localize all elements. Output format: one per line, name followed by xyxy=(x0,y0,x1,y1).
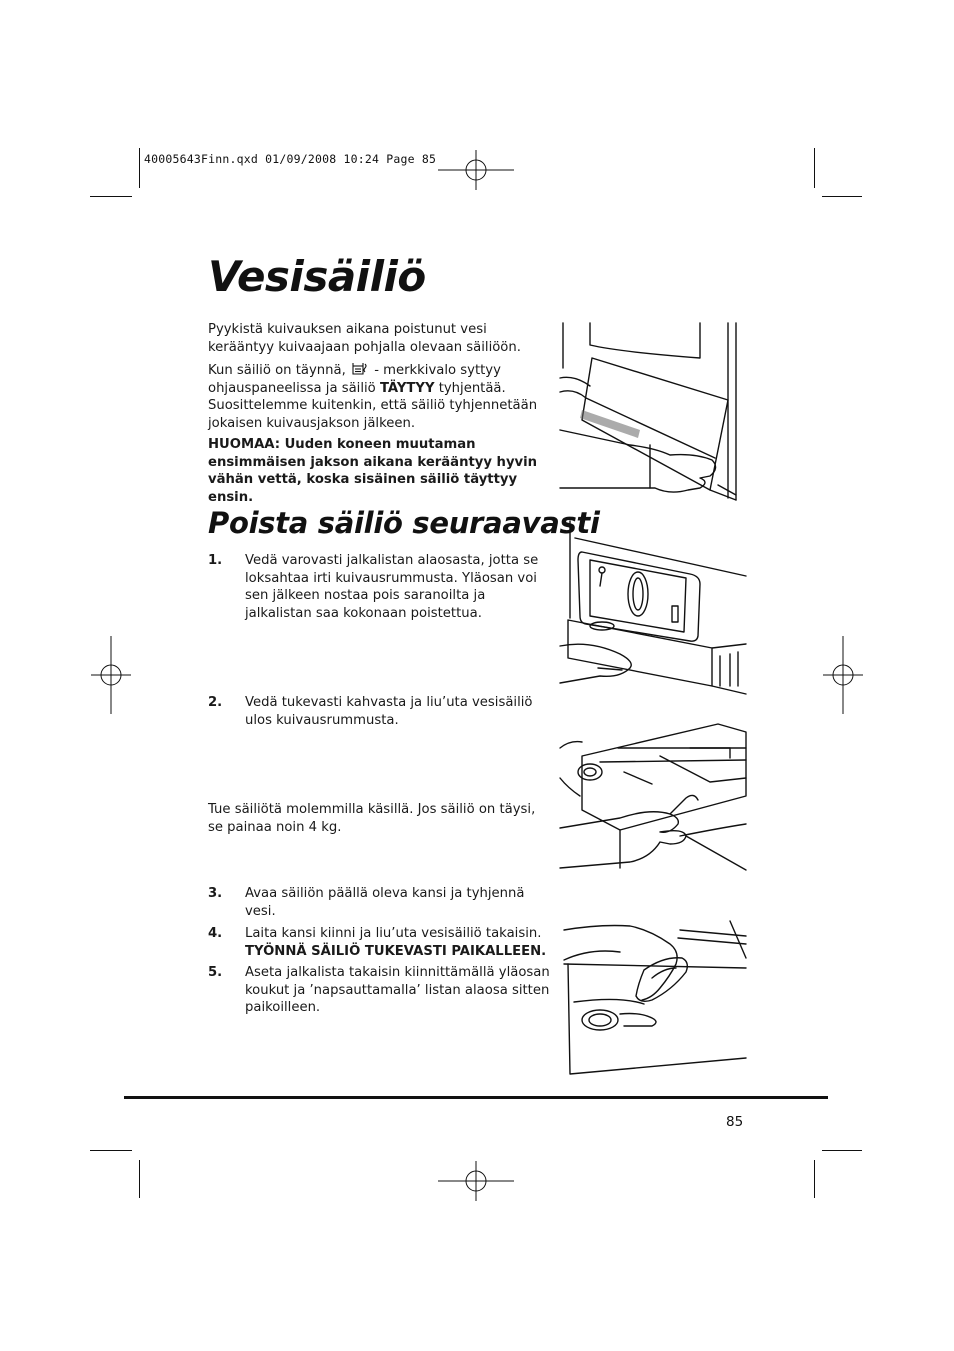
page-title: Vesisäiliö xyxy=(208,252,426,301)
step-4-text: Laita kansi kiinni ja liu’uta vesisäiliö takaisin. xyxy=(245,926,542,941)
step-number: 5. xyxy=(208,965,223,980)
step-1 xyxy=(208,552,553,622)
step-2 xyxy=(208,694,553,729)
step-3 xyxy=(208,885,553,920)
tank-full-paragraph xyxy=(208,361,553,432)
step-5 xyxy=(208,964,553,1017)
section-subtitle: Poista säiliö seuraavasti xyxy=(208,506,600,540)
kickplate-removal-illustration xyxy=(560,320,750,510)
step-text: Avaa säiliön päällä oleva kansi ja tyhjennä vesi. xyxy=(245,886,525,919)
step-number: 2. xyxy=(208,695,223,710)
tank-replace-illustration xyxy=(560,918,750,1076)
tank-pullout-illustration xyxy=(560,718,750,883)
print-slug: 40005643Finn.qxd 01/09/2008 10:24 Page 85 xyxy=(144,152,437,166)
page-number: 85 xyxy=(726,1114,744,1130)
step-number: 3. xyxy=(208,886,223,901)
tank-full-text-mid: - merkkivalo syttyy ohjauspaneelissa ja säiliö xyxy=(208,363,501,396)
footer-rule xyxy=(124,1096,828,1099)
step-number: 4. xyxy=(208,926,223,941)
step-number: 1. xyxy=(208,553,223,568)
kickplate-detail-illustration xyxy=(560,518,750,704)
tank-full-icon xyxy=(350,361,370,376)
tank-full-text-end: tyhjentää. Suosittelemme kuitenkin, että säiliö tyhjennetään jokaisen kuivausjakson jälkeen. xyxy=(208,380,538,431)
step-text: Vedä varovasti jalkalistan alaosasta, jotta se loksahtaa irti kuivausrummusta. Yläosan voi sen jälkeen nostaa pois saranoilta ja jalkalistan saa kokonaan poistettua. xyxy=(245,553,539,621)
step-4-bold: TYÖNNÄ SÄILIÖ TUKEVASTI PAIKALLEEN. xyxy=(245,943,547,959)
step-text: Aseta jalkalista takaisin kiinnittämällä yläosan koukut ja ’napsauttamalla’ listan alaosa sitten paikoilleen. xyxy=(245,965,550,1015)
new-machine-note: HUOMAA: Uuden koneen muutaman ensimmäisen jakson aikana kerääntyy hyvin vähän vettä, koska sisäinen säiliö täyttyy ensin. xyxy=(208,437,538,505)
step-text xyxy=(245,925,553,960)
step-4 xyxy=(208,925,553,960)
tank-full-bold: TÄYTYY xyxy=(379,380,435,396)
tank-full-text-start: Kun säiliö on täynnä, xyxy=(208,363,346,378)
step-text: Vedä tukevasti kahvasta ja liu’uta vesisäiliö ulos kuivausrummusta. xyxy=(245,695,533,728)
intro-paragraph: Pyykistä kuivauksen aikana poistunut vesi kerääntyy kuivaajaan pohjalla olevaan säiliöön. xyxy=(208,322,521,355)
support-note: Tue säiliötä molemmilla käsillä. Jos säiliö on täysi, se painaa noin 4 kg. xyxy=(208,802,536,835)
